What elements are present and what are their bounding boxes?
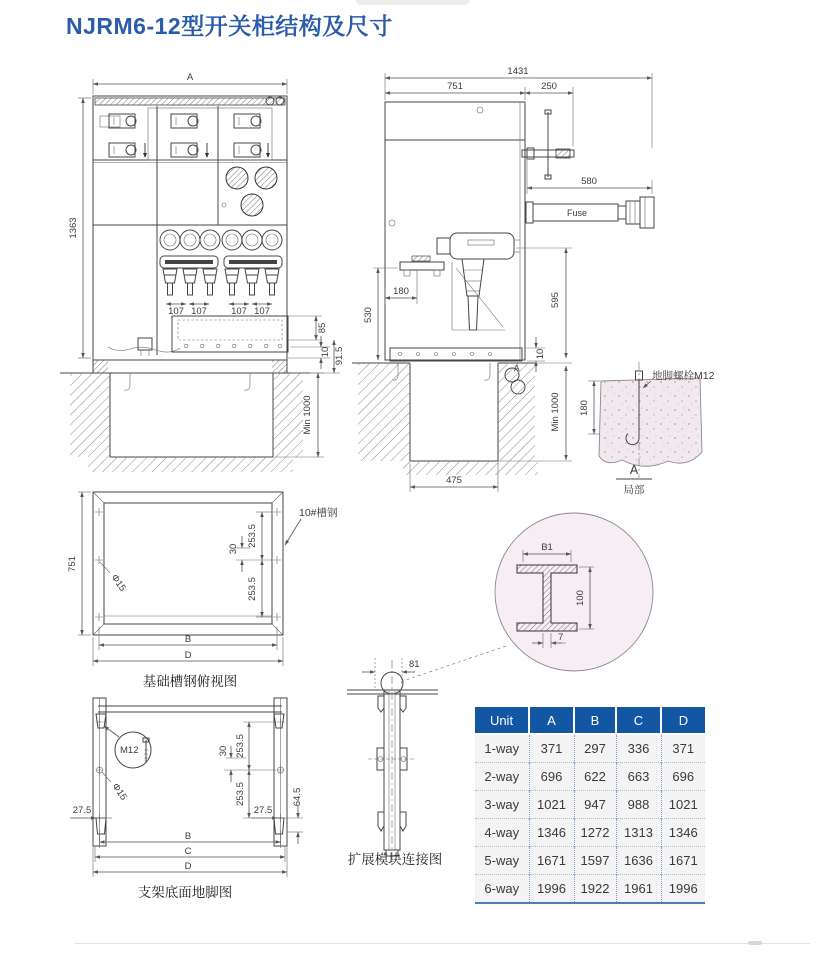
table-header-row [475, 707, 705, 734]
page-title: NJRM6-12型开关柜结构及尺寸 [66, 13, 393, 39]
bushing-circles [222, 167, 277, 216]
bplan-dim-d: D [184, 861, 192, 872]
front-dim-10: 10 [320, 346, 331, 358]
side-dim-10: 10 [535, 348, 546, 360]
size-table [475, 707, 705, 904]
table-cell-unit: 4-way [475, 819, 529, 847]
bracket-plan [70, 698, 303, 900]
footer-mark [748, 941, 762, 945]
table-cell: 336 [616, 734, 661, 763]
expmod-caption: 扩展模块连接图 [347, 852, 443, 867]
operating-mechanisms [109, 114, 270, 158]
front-dim-pitch4: 107 [254, 306, 270, 317]
table-cell: 1996 [529, 875, 574, 904]
switch-operators [160, 230, 282, 268]
table-cell: 1021 [661, 791, 705, 819]
side-dim-595: 595 [550, 292, 561, 308]
table-cell: 297 [574, 734, 616, 763]
table-cell: 371 [529, 734, 574, 763]
cabinet-outline [93, 96, 287, 360]
bplan-dim-c: C [184, 846, 192, 857]
table-cell: 1671 [661, 847, 705, 875]
table-header-a: A [529, 707, 574, 734]
side-dim-total: 1431 [507, 66, 529, 77]
bplan-dim-275r: 27.5 [253, 805, 273, 816]
table-header-b: B [574, 707, 616, 734]
table-cell-unit: 5-way [475, 847, 529, 875]
side-cabinet-outline [385, 102, 525, 360]
bplan-dim-253b: 253.5 [235, 782, 246, 806]
bplan-dim-253a: 253.5 [235, 734, 246, 758]
beam-dim-b1: B1 [541, 542, 553, 553]
fplan-dim-30: 30 [228, 543, 239, 555]
table-cell: 663 [616, 763, 661, 791]
fuse-label: Fuse [566, 208, 588, 218]
bplan-hole-label: Φ15 [109, 781, 129, 803]
table-cell: 622 [574, 763, 616, 791]
table-cell: 1961 [616, 875, 661, 904]
expmod-dim-81: 81 [409, 659, 420, 670]
front-view [60, 72, 345, 472]
front-dim-pitch3: 107 [231, 306, 247, 317]
table-cell: 988 [616, 791, 661, 819]
bplan-dim-275l: 27.5 [72, 805, 92, 816]
table-cell-unit: 6-way [475, 875, 529, 904]
beam-dim-7: 7 [558, 632, 564, 643]
fplan-dim-253a: 253.5 [247, 524, 258, 548]
side-dim-handle-len: 580 [581, 176, 597, 187]
side-dim-handle: 250 [541, 81, 557, 92]
table-cell: 371 [661, 734, 705, 763]
fplan-dim-b: B [184, 634, 192, 645]
fplan-caption: 基础槽钢俯视图 [142, 674, 238, 689]
foundation-plan [67, 492, 338, 689]
table-header-c: C [616, 707, 661, 734]
bplan-bolt-label: M12 [120, 745, 139, 756]
table-cell: 1021 [529, 791, 574, 819]
table-cell: 1313 [616, 819, 661, 847]
table-cell: 1671 [529, 847, 574, 875]
table-row [475, 734, 705, 763]
fuse-assembly [526, 197, 654, 228]
table-header-d: D [661, 707, 705, 734]
table-cell: 947 [574, 791, 616, 819]
table-cell: 696 [661, 763, 705, 791]
fplan-hole-label: Φ15 [108, 572, 128, 594]
anchor-dim-180: 180 [579, 400, 590, 416]
table-row [475, 875, 705, 904]
table-cell-unit: 2-way [475, 763, 529, 791]
front-dim-height: 1363 [68, 217, 79, 239]
front-dim-91-5: 91.5 [334, 346, 345, 366]
side-dim-pit: 475 [446, 475, 462, 486]
breaker-assembly [400, 233, 520, 330]
front-dim-85: 85 [317, 322, 328, 334]
table-row [475, 819, 705, 847]
bplan-dim-645: 64.5 [292, 787, 303, 807]
table-cell: 1597 [574, 847, 616, 875]
front-dim-width: A [186, 72, 194, 83]
detail-circle [495, 513, 653, 671]
fplan-dim-d: D [184, 650, 192, 661]
beam-dim-100: 100 [575, 590, 586, 606]
table-cell-unit: 1-way [475, 734, 529, 763]
table-row [475, 847, 705, 875]
channel-frame-outer [93, 492, 283, 635]
footer-divider [75, 943, 810, 944]
anchor-view-label: A [629, 463, 639, 477]
front-dim-min-depth: Min 1000 [302, 395, 313, 435]
anchor-callout: 地脚螺栓M12 [652, 370, 715, 382]
operating-handle [522, 110, 574, 179]
expansion-module [347, 658, 442, 867]
table-cell: 1272 [574, 819, 616, 847]
front-dim-pitch1: 107 [168, 306, 184, 317]
fplan-note: 10#槽钢 [299, 507, 338, 519]
side-dim-min-depth: Min 1000 [550, 392, 561, 432]
side-dim-body: 751 [447, 81, 463, 92]
table-cell: 1346 [661, 819, 705, 847]
table-cell: 1996 [661, 875, 705, 904]
table-cell: 1636 [616, 847, 661, 875]
side-dim-180: 180 [393, 286, 409, 297]
anchor-detail [579, 362, 715, 496]
table-cell: 1346 [529, 819, 574, 847]
bplan-caption: 支架底面地脚图 [137, 885, 233, 900]
bplan-dim-b: B [184, 831, 192, 842]
table-row [475, 763, 705, 791]
table-cell: 696 [529, 763, 574, 791]
table-cell: 1922 [574, 875, 616, 904]
side-dim-530: 530 [363, 307, 374, 323]
table-header-unit: Unit [475, 707, 529, 734]
beam-section-detail [400, 513, 653, 682]
cable-terminations [163, 269, 279, 295]
front-dim-pitch2: 107 [191, 306, 207, 317]
fplan-dim-253b: 253.5 [247, 577, 258, 601]
fplan-dim-751: 751 [67, 556, 78, 572]
anchor-caption: 局部 [623, 484, 645, 496]
bplan-dim-30: 30 [218, 745, 229, 757]
table-row [475, 791, 705, 819]
table-cell-unit: 3-way [475, 791, 529, 819]
